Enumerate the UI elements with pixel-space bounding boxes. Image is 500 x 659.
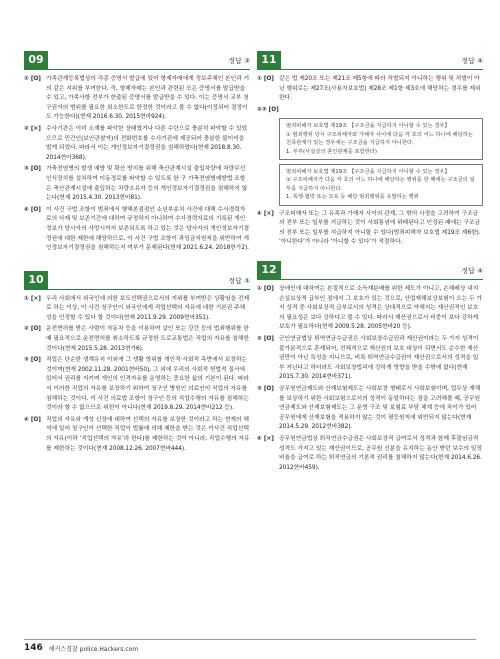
list-item: ② [O] 군인연금법상 퇴역연금수급권은 사회보장수급권과 재산권이라는 두 가지 성격이 불가분적으로 혼재되어, 전체적으로 재산권의 보호 대상이 되면서도 순수한 재산권만이 아닌 특성을 지니므로, 비록 퇴역연금수급권이 재산권으로서의 성격을 일부 지닌다고 하더라도 사회보장법리에 강하게 영향을 받을 수밖에 없다(현재 2015.7.30. 2014현바371).: [257, 335, 479, 381]
page-footer: [24, 642, 138, 654]
law-excerpt-box: 범죄피해자 보호법 제19조 【구조금을 지급하지 아니할 수 있는 경우】 ① 범죄행위 당시 구조피해자와 가해자 사이에 다음 각 호의 어느 하나에 해당하는 친족관계가 있는 경우에는 구조금을 지급하지 아니한다. 1. 부부(사실상의 혼인관계를 포함한다): [279, 118, 483, 160]
list-item: ① [O] 가족관계등록법상의 각종 증명서 발급에 있어 형제자매에게 정보주체인 본인과 거의 같은 지위를 부여한다. 즉, 형제자매는 본인과 관련된 모든 증명서를 발급받을 수 있고, 가족사항 전부가 현출된 증명서를 발급받을 수 있다. 이는 증명서 교부 청구권자의 범위를 필요한 최소한도로 한정한 것이라고 볼 수 없다(이정되어 결정이도 가능한다)(현재 2016.6.30. 2015현마924).: [24, 76, 250, 121]
question-header-10: [24, 270, 250, 290]
answer-label: 정답 ②: [228, 57, 250, 65]
list-item: ① [×] 우리 사회에서 외국인에 의한 보도선택권으로서의 지위를 부여받은 상황임을 전제로 하는 이상, 이 사건 청구인이 외국인에게 직업선택의 자유에 대한 기본권 주체성을 인정할 수 있다 할 것이다(현재 2011.9.29. 2009현마351).: [24, 295, 250, 321]
list-item: ② [O] 운전면허를 받은 사람이 자동차 등을 이용하여 살인 또는 강간 등의 법죄행위를 한 때 필요적으로 운전면허를 취소하도록 규정한 도로교통법은 직업의 자유를 침해한 것이다(현재 2015.5.28. 2013현가6).: [24, 326, 250, 352]
list-item: ① [O] 같은 법 제20조 또는 제21조 제5항에 따라 처벌되지 아니하는 행위 및 처벌이 아닌 행위로는 제27조(사용자보호법) 제28조 제1항 제3호에 해당하는 경우를 제외한다.: [257, 76, 481, 102]
question-header-09: [24, 50, 250, 70]
footer-brand: 해커스경찰 police.Hackers.com: [48, 645, 139, 653]
question-number: 10: [24, 271, 48, 289]
list-item: ④ [×] 공무원연금법상 퇴직연금수급권은 사회보장적 급여로서 성격과 함께 후불임금적 성격도 가지고 있는 재산권이므로, 공무원 신분을 유지하는 동안 받던 보수의 일정 비율을 급여로 하는 퇴직연금의 기본적 권리를 침해하지 않는다(현재 2014.6.26. 2012현바459).: [257, 435, 482, 471]
list-item: ③ [O] 공무원연금제도와 산재보험제도는 사회보장 형태로서 사회보험이며, 업무상 재해를 보상하기 위한 사회보험으로서의 성격이 동일하다는 점을 고려해볼 때, 공무원연금제도와 산재보험제도는 그 운영 구조 및 보험료 부담 체계 등에 차이가 있어 공무원에게 산재보험을 적용하지 않는 것이 평등원칙에 위반되지 않는다(현재 2014.5.29. 2012현바382).: [257, 385, 481, 431]
question-number: 11: [257, 51, 281, 69]
list-item: ④ [O] 이 사건 구법 조항이 범죄에서 행해본점점인 소년부송치 사건에 대해 수사경력자료의 삭제 및 보존기간에 대하여 규정하지 아니하여 수사경력자료의 기록된 개인정보가 당사자의 사망시까지 보존되도록 하고 있는 것은 당사자의 개인정보자기결정권에 대한 제한에 해당하므로, 이 사건 구법 조항이 과잉금지원칙을 위반하여 개인정보자기결정권을 침해하는지 여부가 문제된다(현재 2021.6.24. 2018헌가2).: [24, 206, 250, 252]
footer-divider: [24, 639, 476, 640]
answer-label: 정답 ④: [461, 267, 483, 275]
question-number: 09: [24, 51, 48, 69]
page-number: 146: [24, 643, 43, 653]
list-item: ② [×] 수사기관은 이미 소재를 파악한 상태였거나 다른 수단으로 충분히 파악할 수 있었으므로 민간인(보안관찰자)의 전화번호를 수사기관에 제공되어 충분한 불이익을 발게 되었다. 따라서 이는 개인정보자기결정권을 침해하였다(현재 2018.8.30. 2014현마368).: [24, 125, 248, 161]
list-item: ① [O] 장애인에 대하여는 본질적으로 소득재분배를 위한 제도가 아니고, 손해배상 내지 손실보상적 급부인 점에서 그 보호가 있는 것으로, 산업재해보상보험이 오는 두 가지 성격 중 사회보장적 급부로서의 성격은 상대적으로 약해지는 재산권적인 보호의 필요성은 보다 강하다고 볼 수 있다. 따라서 재산권으로서 비중이 보다 강하게 보호가 필요하다(현재 2009.5.28. 2005현바20 등).: [257, 286, 482, 331]
q12-items: [257, 285, 483, 473]
left-column: [24, 50, 250, 456]
list-item: ②③ [O]: [257, 106, 279, 113]
law-excerpt-box: 범죄피해자 보호법 제19조 【구조금을 지급하지 아니할 수 있는 경우】 ② 구조피해자가 다음 각 호의 어느 하나에 해당하는 행위를 한 때에는 구조금의 일부를 지급하지 아니한다. 1. 폭행·협박 또는 모욕 등 해당 범죄행위를 유발하는 행위: [279, 164, 483, 206]
answer-label: 정답 ④: [461, 57, 483, 65]
question-header-11: [257, 50, 483, 70]
right-column: [257, 50, 483, 475]
question-number: 12: [257, 261, 281, 279]
question-header-12: [257, 260, 483, 280]
list-item: ③ [O] 직업은 단순한 생계유지 이외에 그 생활 영위를 개인적·사회적 측면에서 보장하는 것이며(현재 2002.11.28. 2001현바50), 그 외에 우리의 사회적 헌법적 질서에 있어서 권리를 지키며 개인의 인격자유를 운영하는 중요한 삶의 기본이 된다. 따라서 이러한 직업의 자유를 보장하기 위하여 청구인 병원인 의료인이 직업의 자유를 침해하는 것이다. 이 사건 의료법 조항이 청구인 등의 직업수행의 자유를 침해하는 것이라 할 수 없으므로 위헌이 아니다(현재 2019.8.29. 2014현바212 등).: [24, 357, 249, 412]
list-item: ③ [O] 가축전염병의 발생 예방 및 확산 방지를 위해 축산관계시설 출입차량에 차량무선인식장치를 설치하여 이동경로를 파악할 수 있도록 한 구 가축전염병예방법 조항은 축산관계시설에 출입하는 차량소유자 등의 개인정보자기결정권을 침해하지 않는다(현재 2015.4.30. 2013현마81).: [24, 166, 248, 202]
answer-label: 정답 ①: [228, 276, 250, 285]
q09-items: [24, 75, 250, 254]
list-item: ④ [O] 직업의 자유와 개성 신장에 대하여 선택의 자유를 보장한 것이라고 하는 현재의 해석에 있어 청구인이 선택한 직업이 법률에 의해 제한을 받는 것은 이사건 직업선택의 자유(이하 ‘직업선택의 자유’라 한다)를 제한하는 것이 아니라, 직업수행의 자유를 제한하는 것이다(현재 2008.12.26. 2007현바444).: [24, 416, 250, 452]
q11-items: [257, 75, 483, 248]
list-item: ④ [×] 구조피해자 또는 그 유족과 가해자 사이의 관계, 그 밖의 사정을 고려하여 구조금의 전부 또는 일부를 지급하는 것이 사회통념에 위배된다고 인정된 때에는 구조금의 전부 또는 일부를 지급하지 아니할 수 있다(범죄피해자 보호법 제19조 제6항). ‘아니한다’가 아니라 ‘아니할 수 있다’가 적절하다.: [257, 210, 481, 246]
q10-items: [24, 295, 250, 455]
